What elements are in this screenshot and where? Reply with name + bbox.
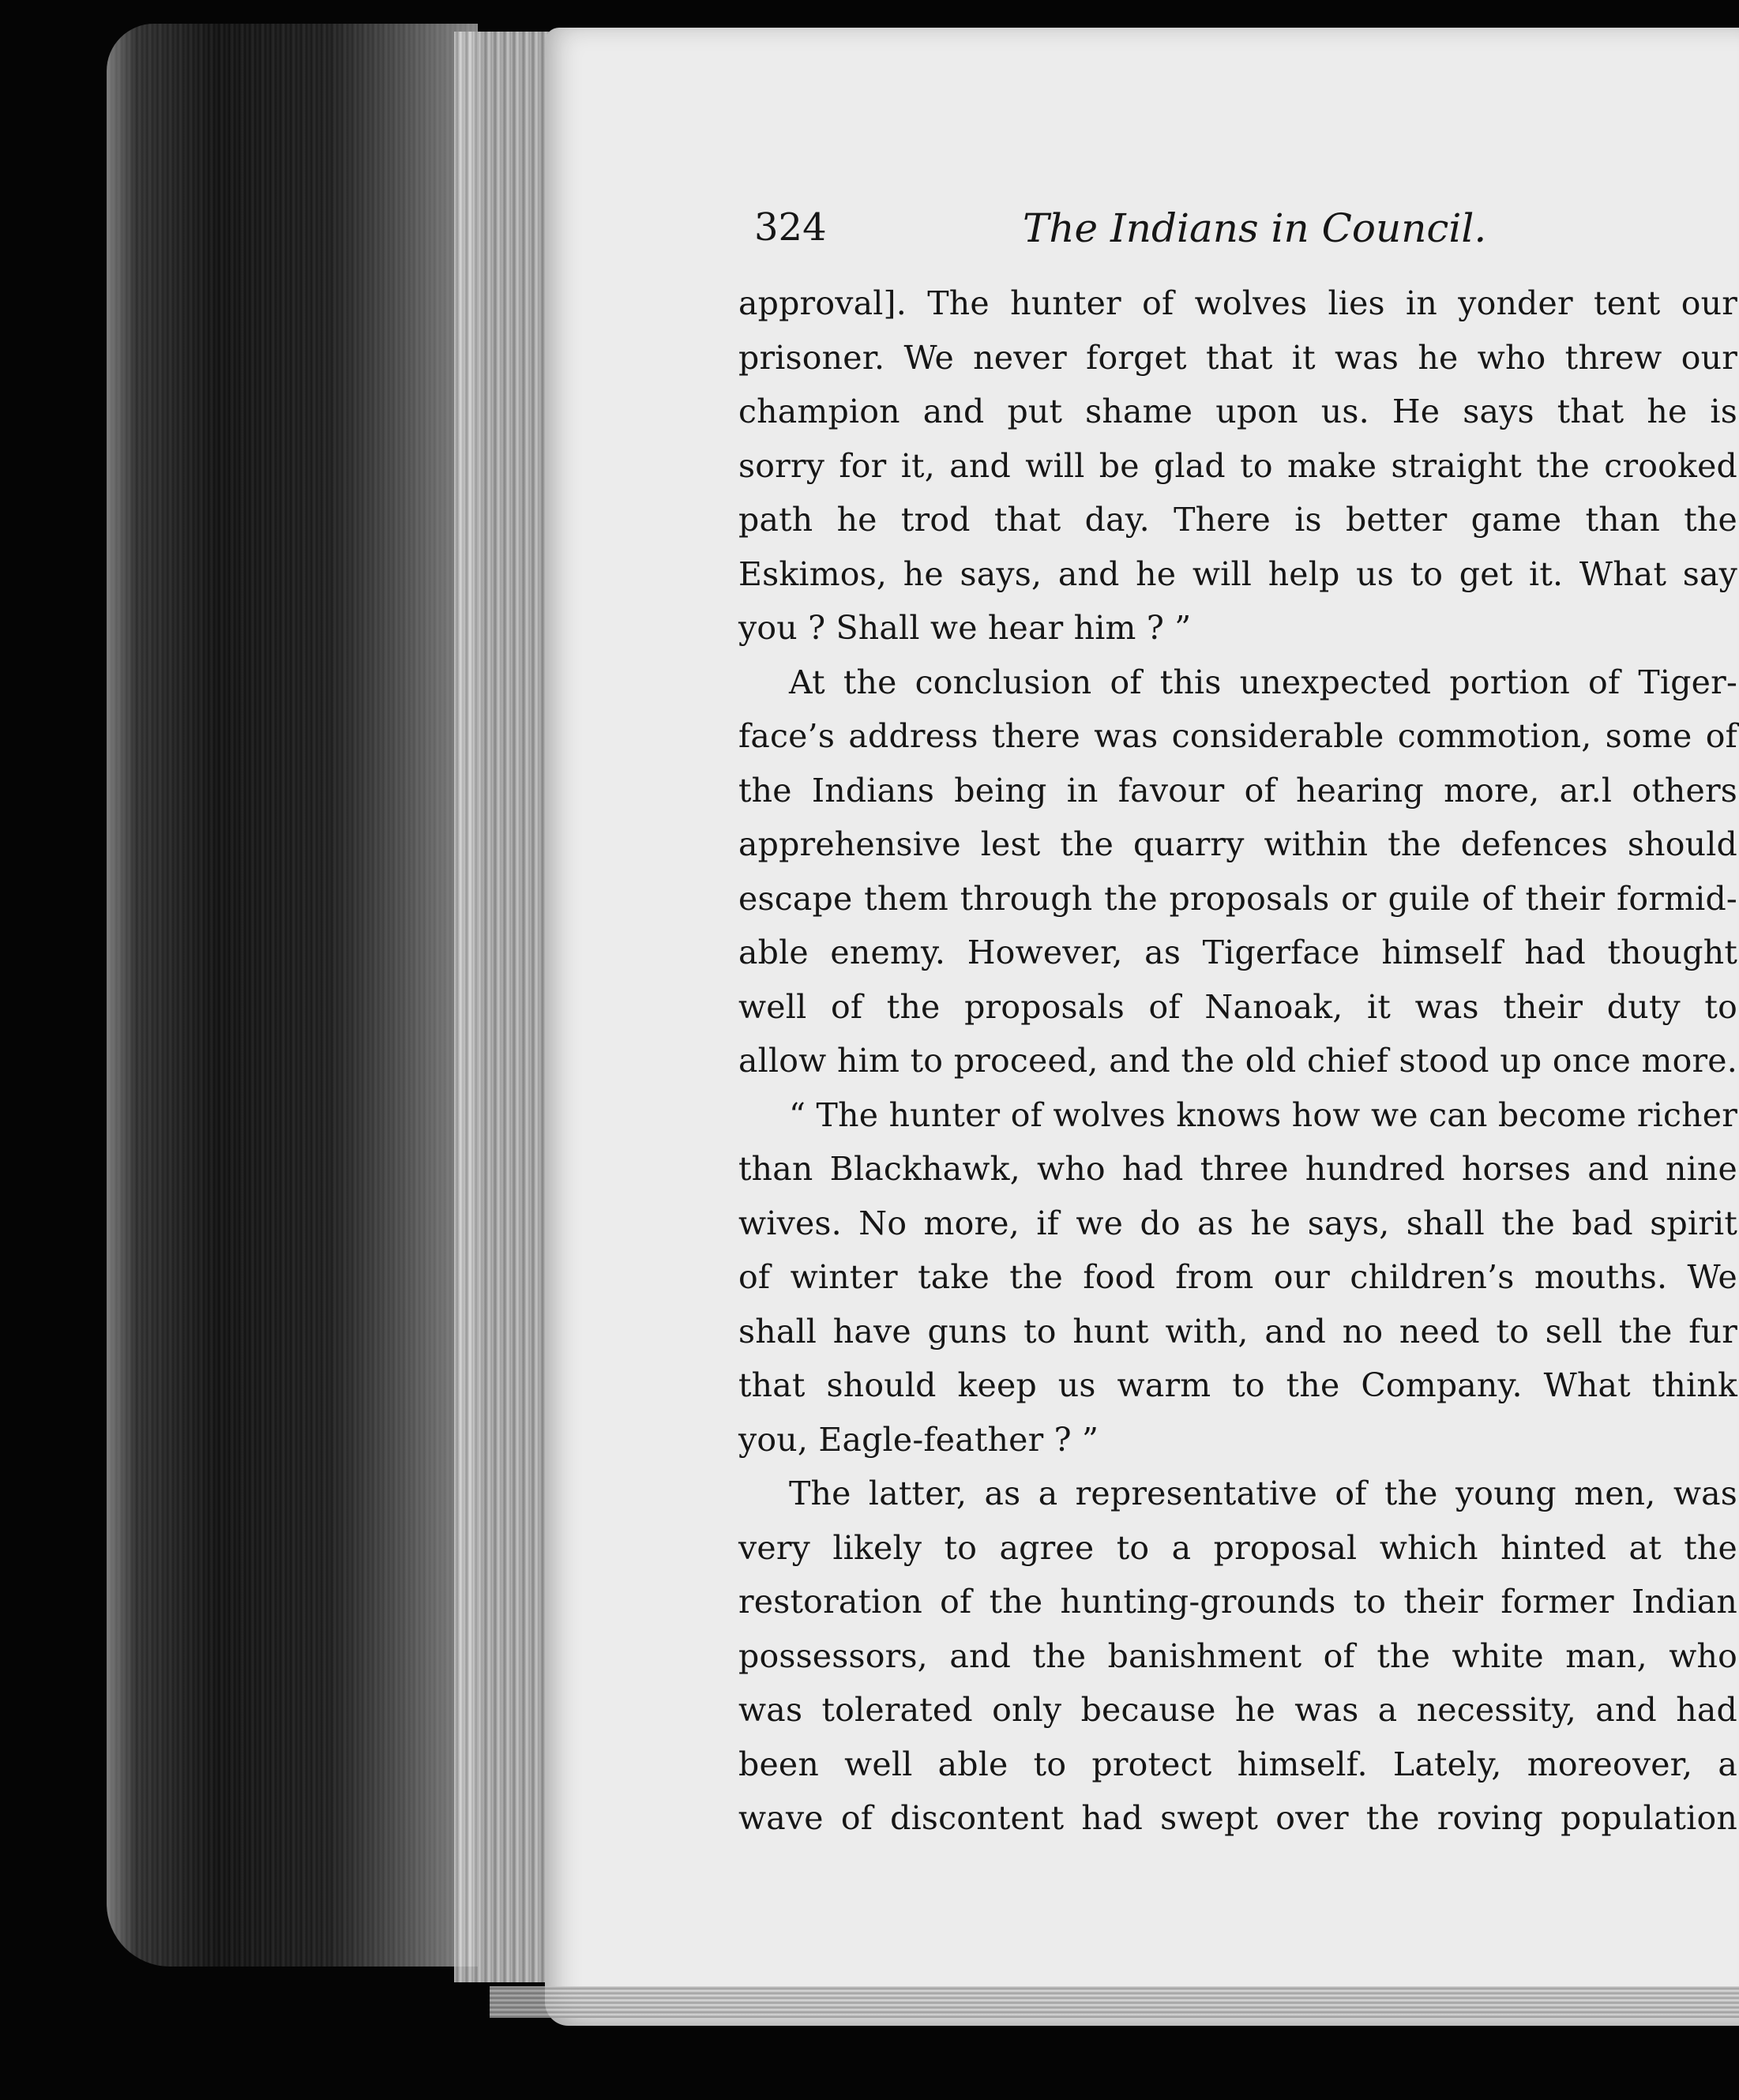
text-line: very likely to agree to a proposal which hinted at the <box>738 1528 1737 1567</box>
text-line: Eskimos, he says, and he will help us to get it. What say <box>738 554 1737 593</box>
text-line: escape them through the proposals or guile of their formid- <box>738 879 1737 918</box>
page-header <box>738 205 1737 269</box>
text-line: been well able to protect himself. Lately, moreover, a <box>738 1745 1737 1783</box>
text-line: face’s address there was considerable commotion, some of <box>738 717 1737 755</box>
text-line: shall have guns to hunt with, and no need to sell the fur <box>738 1312 1737 1351</box>
text-line: of winter take the food from our children’s mouths. We <box>738 1258 1737 1296</box>
text-line: prisoner. We never forget that it was he who threw our <box>738 338 1737 377</box>
text-line: that should keep us warm to the Company. What think <box>738 1366 1737 1404</box>
text-line: The latter, as a representative of the young men, was <box>789 1475 1737 1512</box>
page-number: 324 <box>754 205 827 250</box>
text-line: wives. No more, if we do as he says, shall the bad spirit <box>738 1204 1737 1242</box>
text-line: you, Eagle-feather ? ” <box>738 1420 1099 1459</box>
text-line: than Blackhawk, who had three hundred horses and nine <box>738 1150 1737 1188</box>
text-line: “ The hunter of wolves knows how we can become richer <box>789 1095 1737 1134</box>
text-line: path he trod that day. There is better game than the <box>738 501 1737 539</box>
text-line: apprehensive lest the quarry within the defences should <box>738 825 1737 863</box>
running-title: The Indians in Council. <box>1023 205 1487 251</box>
text-line: At the conclusion of this unexpected portion of Tiger- <box>789 663 1737 701</box>
text-line: champion and put shame upon us. He says that he is <box>738 393 1737 430</box>
page-bottom-edge <box>490 1986 1739 2018</box>
text-line: wave of discontent had swept over the roving population <box>738 1799 1737 1837</box>
text-line: approval]. The hunter of wolves lies in yonder tent our <box>738 284 1737 322</box>
text-block <box>738 205 1737 1846</box>
text-line: allow him to proceed, and the old chief stood up once more. <box>738 1042 1737 1080</box>
body-text <box>738 269 1737 1846</box>
book-fore-edge <box>107 24 478 1967</box>
text-line: well of the proposals of Nanoak, it was their duty to <box>738 987 1737 1026</box>
page-stack-edge <box>454 32 549 1982</box>
text-line: you ? Shall we hear him ? ” <box>738 609 1192 647</box>
text-line: restoration of the hunting-grounds to their former Indian <box>738 1583 1737 1621</box>
text-line: sorry for it, and will be glad to make straight the crooked <box>738 446 1737 485</box>
text-line: the Indians being in favour of hearing more, ar.l others <box>738 771 1737 810</box>
text-line: was tolerated only because he was a necessity, and had <box>738 1691 1737 1729</box>
text-line: possessors, and the banishment of the white man, who <box>738 1636 1737 1675</box>
text-line: able enemy. However, as Tigerface himself had thought <box>738 934 1737 971</box>
